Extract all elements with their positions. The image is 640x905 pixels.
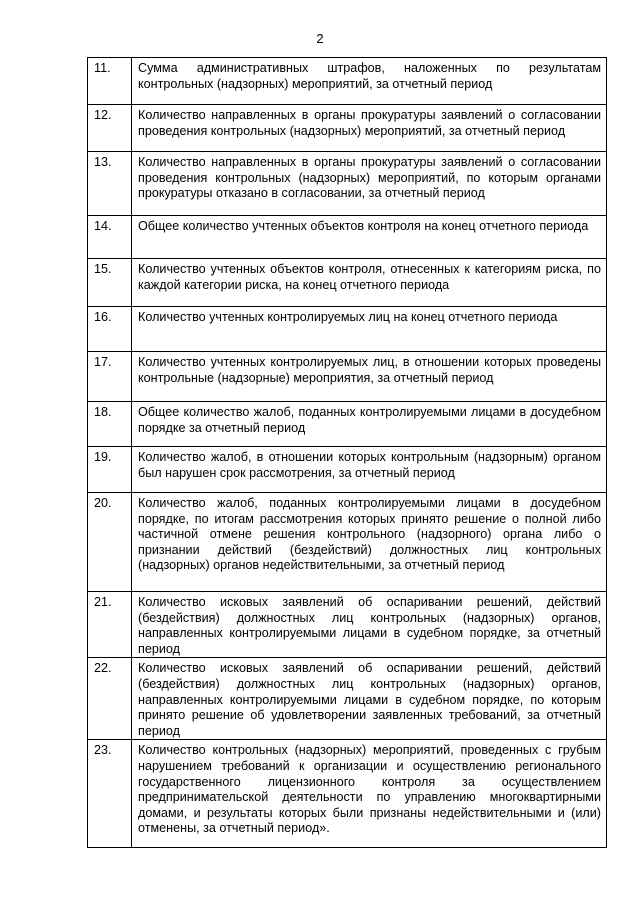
table-row xyxy=(88,493,607,592)
table-row xyxy=(88,216,607,259)
row-text: Количество учтенных объектов контроля, отнесенных к категориям риска, по каждой категории риска, на конец отчетного периода xyxy=(132,259,607,307)
row-number: 12. xyxy=(88,105,132,152)
row-number: 20. xyxy=(88,493,132,592)
table-row xyxy=(88,658,607,740)
row-text: Количество направленных в органы прокуратуры заявлений о согласовании проведения контрольных (надзорных) мероприятий, по которым органами прокуратуры отказано в согласовании, за отчетный период xyxy=(132,152,607,216)
row-text: Сумма административных штрафов, наложенных по результатам контрольных (надзорных) мероприятий, за отчетный период xyxy=(132,58,607,105)
table-row xyxy=(88,259,607,307)
row-number: 17. xyxy=(88,352,132,402)
row-text: Количество жалоб, поданных контролируемыми лицами в досудебном порядке, по итогам рассмотрения которых принято решение о полной либо частичной отмене решения контрольного (надзорного) органа либо о признании действий (бездействий) должностных лиц контрольных (надзорных) органов недействительными, за отчетный период xyxy=(132,493,607,592)
row-text: Количество контрольных (надзорных) мероприятий, проведенных с грубым нарушением требований к организации и осуществлению регионального государственного лицензионного контроля за осуществлением предпринимательской деятельности по управлению многоквартирными домами, и результаты которых были признаны недействительными и (или) отменены, за отчетный период». xyxy=(132,740,607,848)
row-text: Общее количество жалоб, поданных контролируемыми лицами в досудебном порядке за отчетный период xyxy=(132,402,607,447)
row-number: 23. xyxy=(88,740,132,848)
table-row xyxy=(88,592,607,658)
row-text: Количество направленных в органы прокуратуры заявлений о согласовании проведения контрольных (надзорных) мероприятий, за отчетный период xyxy=(132,105,607,152)
table-row xyxy=(88,152,607,216)
row-number: 13. xyxy=(88,152,132,216)
row-text: Количество учтенных контролируемых лиц, в отношении которых проведены контрольные (надзорные) мероприятия, за отчетный период xyxy=(132,352,607,402)
page-number: 2 xyxy=(316,31,324,46)
table-row xyxy=(88,402,607,447)
row-number: 11. xyxy=(88,58,132,105)
row-number: 16. xyxy=(88,307,132,352)
row-text: Общее количество учтенных объектов контроля на конец отчетного периода xyxy=(132,216,607,259)
indicators-table xyxy=(87,57,607,848)
row-number: 22. xyxy=(88,658,132,740)
table-row xyxy=(88,740,607,848)
row-text: Количество исковых заявлений об оспаривании решений, действий (бездействия) должностных лиц контрольных (надзорных) органов, направленных контролируемыми лицами в судебном порядке, за отчетный период xyxy=(132,592,607,658)
row-text: Количество учтенных контролируемых лиц на конец отчетного периода xyxy=(132,307,607,352)
row-number: 21. xyxy=(88,592,132,658)
table-row xyxy=(88,352,607,402)
row-number: 19. xyxy=(88,447,132,493)
table-row xyxy=(88,105,607,152)
row-number: 14. xyxy=(88,216,132,259)
row-text: Количество жалоб, в отношении которых контрольным (надзорным) органом был нарушен срок рассмотрения, за отчетный период xyxy=(132,447,607,493)
table-row xyxy=(88,58,607,105)
table-row xyxy=(88,307,607,352)
row-text: Количество исковых заявлений об оспаривании решений, действий (бездействия) должностных лиц контрольных (надзорных) органов, направленных контролируемыми лицами в судебном порядке, по которым принято решение об удовлетворении заявленных требований, за отчетный период xyxy=(132,658,607,740)
table-row xyxy=(88,447,607,493)
row-number: 15. xyxy=(88,259,132,307)
row-number: 18. xyxy=(88,402,132,447)
